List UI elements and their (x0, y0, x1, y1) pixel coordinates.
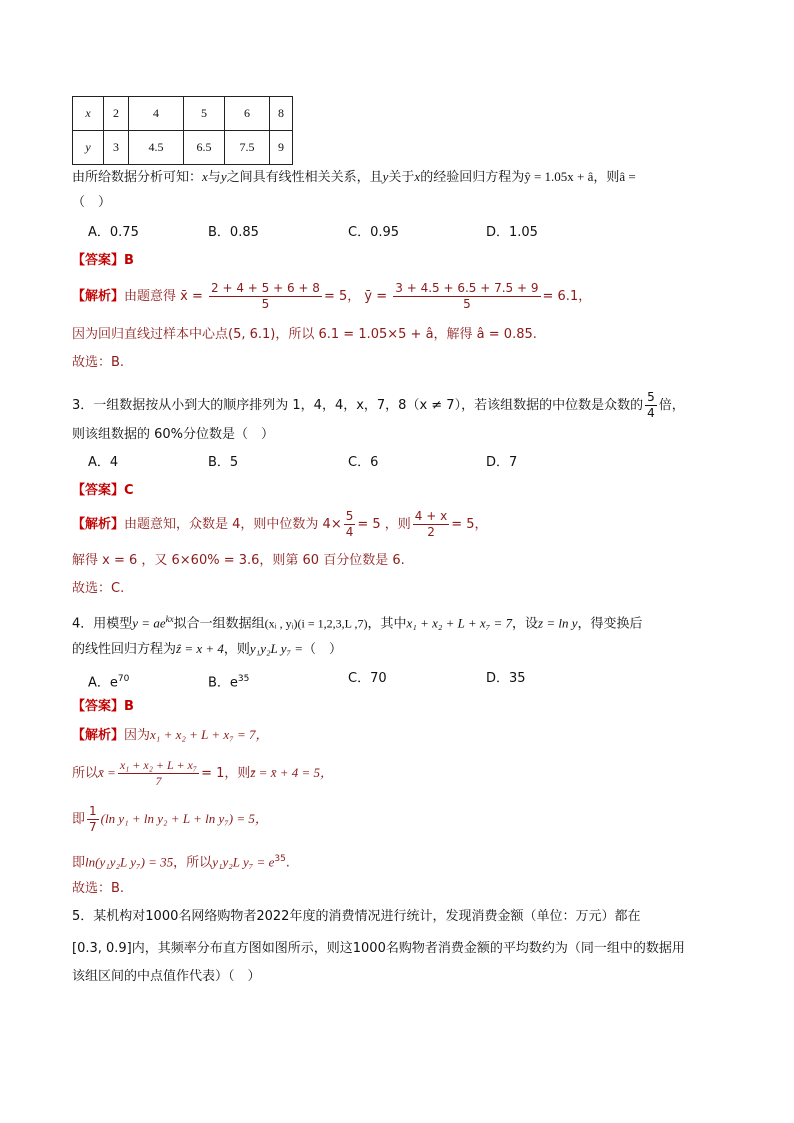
var-y: y (382, 169, 389, 184)
denominator: 7 (155, 774, 162, 788)
answer-value: B (124, 253, 134, 268)
q4-stem-text: ，则 (223, 642, 250, 657)
denominator: 5 (463, 297, 471, 311)
sum-expression: x₁ + x₂ + L + x₇ = 7， (150, 727, 269, 742)
numerator: 5 (345, 509, 354, 523)
table-cell: 7.5 (225, 131, 270, 165)
sum-expression: x₁ + x₂ + L + x₇ = 7 (406, 615, 512, 631)
numerator: 2 + 4 + 5 + 6 + 8 (211, 281, 320, 295)
table-cell: 4 (129, 97, 184, 131)
answer-tag: 【答案】 (72, 699, 125, 714)
exponent: kx (165, 614, 174, 624)
option-label: A．e (88, 675, 118, 691)
expl-text: = 5， (451, 517, 488, 532)
expl-text: = 6.1， (542, 289, 592, 304)
z-bar-expression: z̄ = x̄ + 4 = 5， (250, 765, 334, 780)
q3-stem-text: 3．一组数据按从小到大的顺序排列为 1，4，4，x，7，8（x ≠ 7），若该组数据的中位数是众数的 (72, 398, 644, 413)
data-table (72, 96, 293, 165)
q3-stem-1 (72, 390, 685, 421)
q4-stem-text: 4．用模型 (72, 616, 133, 632)
fraction (87, 804, 99, 835)
q2-explanation-1 (72, 280, 591, 314)
q4-stem-text: ，得变换后 (577, 616, 643, 632)
q3-option-b[interactable]: B．5 (208, 455, 239, 470)
q3-stem-text: 倍， (658, 398, 685, 413)
q2-stem-text: 由所给数据分析可知： (72, 170, 203, 185)
q2-choose: 故选：B. (72, 355, 125, 370)
denominator: 7 (89, 820, 97, 834)
x-bar: x̄ = (98, 765, 116, 780)
q3-choose: 故选：C. (72, 581, 125, 596)
q2-stem-text: ，则 (593, 170, 620, 185)
log-product-expression: ln(y₁y₂L y₇) = 35 (85, 854, 174, 870)
q4-option-d[interactable]: D．35 (486, 671, 526, 686)
numerator: 4 + x (414, 509, 448, 523)
a-hat: â = (619, 169, 636, 184)
explanation-tag: 【解析】 (72, 728, 125, 743)
table-cell: 6.5 (184, 131, 225, 165)
q5-stem-2: [0.3, 0.9]内，其频率分布直方图如图所示，则这1000名购物者消费金额的平均数约为（同一组中的数据用 (72, 941, 685, 956)
q4-explanation-2 (72, 756, 333, 791)
q2-stem-text: 关于 (388, 170, 415, 185)
table-row-x (73, 97, 293, 131)
z-definition: z = ln y (538, 615, 578, 631)
q3-option-a[interactable]: A．4 (88, 455, 119, 470)
table-cell: 4.5 (129, 131, 184, 165)
q4-option-b[interactable] (208, 670, 249, 692)
log-sum-expression: (ln y₁ + ln y₂ + L + ln y₇) = 5， (100, 811, 268, 826)
denominator: 5 (261, 297, 270, 311)
q2-option-d[interactable]: D．1.05 (486, 225, 538, 240)
q2-option-a[interactable]: A．0.75 (88, 225, 139, 240)
q4-explanation-3 (72, 802, 268, 837)
product-expression: y₁y₂L y₇ = e (212, 854, 275, 870)
expl-text: = 1，则 (201, 766, 251, 781)
q3-explanation-1 (72, 508, 488, 542)
q3-stem-2: 则该组数据的 60%分位数是（ ） (72, 427, 275, 442)
q3-answer (72, 482, 134, 500)
data-set: (xᵢ , yᵢ)(i = 1,2,3,L ,7) (264, 616, 368, 631)
answer-tag: 【答案】 (72, 253, 125, 268)
q2-stem-text: 的经验回归方程为 (420, 170, 525, 185)
y-bar: ȳ = (364, 289, 388, 304)
x-bar: x̄ = (180, 289, 203, 304)
fraction (413, 509, 449, 540)
fraction (209, 281, 322, 312)
product-expression: y₁y₂L y₇ = (249, 641, 304, 656)
denominator: 4 (647, 406, 655, 420)
numerator: x₁ + x₂ + L + x₇ (119, 758, 198, 772)
option-label: B．e (208, 675, 238, 691)
answer-tag: 【答案】 (72, 483, 125, 498)
denominator: 2 (427, 525, 435, 539)
var-x: x (414, 169, 421, 184)
expl-text: 即 (72, 812, 86, 827)
fraction (645, 390, 657, 421)
fraction (118, 758, 199, 789)
fraction (344, 509, 356, 540)
regression-equation: ẑ = x + 4 (176, 641, 224, 656)
q2-option-c[interactable]: C．0.95 (348, 225, 400, 240)
q5-stem-3: 该组区间的中点值作代表）（ ） (72, 969, 261, 984)
table-cell: 6 (225, 97, 270, 131)
q4-stem-1 (72, 610, 643, 633)
q4-option-a[interactable] (88, 670, 129, 692)
q4-stem-text: ，其中 (367, 616, 407, 632)
q4-explanation-1 (72, 726, 269, 745)
table-cell: 2 (104, 97, 129, 131)
q2-stem (72, 168, 636, 187)
q2-explanation-2: 因为回归直线过样本中心点(5, 6.1)，所以 6.1 = 1.05×5 + â，解得 â = 0.85. (72, 327, 537, 342)
exponent: 70 (117, 674, 130, 684)
q4-explanation-4 (72, 850, 290, 872)
expl-text: 所以 (72, 766, 99, 781)
table-row-y (73, 131, 293, 165)
q4-answer (72, 698, 134, 716)
q2-paren: （ ） (72, 195, 112, 210)
q4-stem-text: （ ） (303, 642, 343, 657)
regression-equation: ŷ = 1.05x + â (524, 169, 594, 184)
q4-choose: 故选：B. (72, 881, 125, 896)
var-x: x (202, 169, 208, 184)
q3-option-d[interactable]: D．7 (486, 455, 518, 470)
q2-stem-text: 之间具有线性相关关系，且 (226, 170, 383, 185)
answer-value: B (124, 699, 134, 714)
table-cell: 5 (184, 97, 225, 131)
numerator: 3 + 4.5 + 6.5 + 7.5 + 9 (395, 281, 539, 295)
q3-explanation-2: 解得 x = 6 ，又 6×60% = 3.6，则第 60 百分位数是 6. (72, 553, 405, 568)
expl-text: 由题意得 (124, 289, 177, 304)
q4-option-c[interactable]: C．70 (348, 671, 387, 686)
expl-text: . (285, 855, 290, 871)
expl-text: 由题意知，众数是 4，则中位数为 4× (124, 517, 342, 532)
table-cell: 3 (104, 131, 129, 165)
answer-value: C (124, 483, 134, 498)
q3-option-c[interactable]: C．6 (348, 455, 379, 470)
table-header-x: x (73, 97, 104, 131)
q4-stem-2 (72, 640, 342, 659)
exponent: 35 (237, 674, 250, 684)
q4-stem-text: 的线性回归方程为 (72, 642, 177, 657)
expl-text: ，所以 (173, 855, 213, 871)
table-header-y: y (73, 131, 104, 165)
q5-stem-1: 5．某机构对1000名网络购物者2022年度的消费情况进行统计，发现消费金额（单位：万元）都在 (72, 909, 641, 924)
denominator: 4 (345, 525, 354, 539)
q2-answer (72, 252, 134, 270)
table-cell: 8 (270, 97, 293, 131)
expl-text: = 5， (323, 289, 361, 304)
explanation-tag: 【解析】 (72, 517, 125, 532)
q4-stem-text: 拟合一组数据组 (173, 616, 265, 632)
expl-text: 即 (72, 855, 86, 871)
table-cell: 9 (270, 131, 293, 165)
model-formula: y = ae (132, 615, 166, 631)
q2-option-b[interactable]: B．0.85 (208, 225, 259, 240)
numerator: 5 (647, 390, 655, 404)
var-y: y (220, 169, 227, 184)
expl-text: 因为 (124, 728, 151, 743)
exponent: 35 (274, 854, 286, 864)
q2-stem-text: 与 (207, 170, 221, 185)
explanation-tag: 【解析】 (72, 289, 125, 304)
q4-stem-text: ，设 (512, 616, 539, 632)
expl-text: = 5 ，则 (357, 517, 411, 532)
numerator: 1 (89, 804, 97, 818)
fraction (393, 281, 540, 312)
